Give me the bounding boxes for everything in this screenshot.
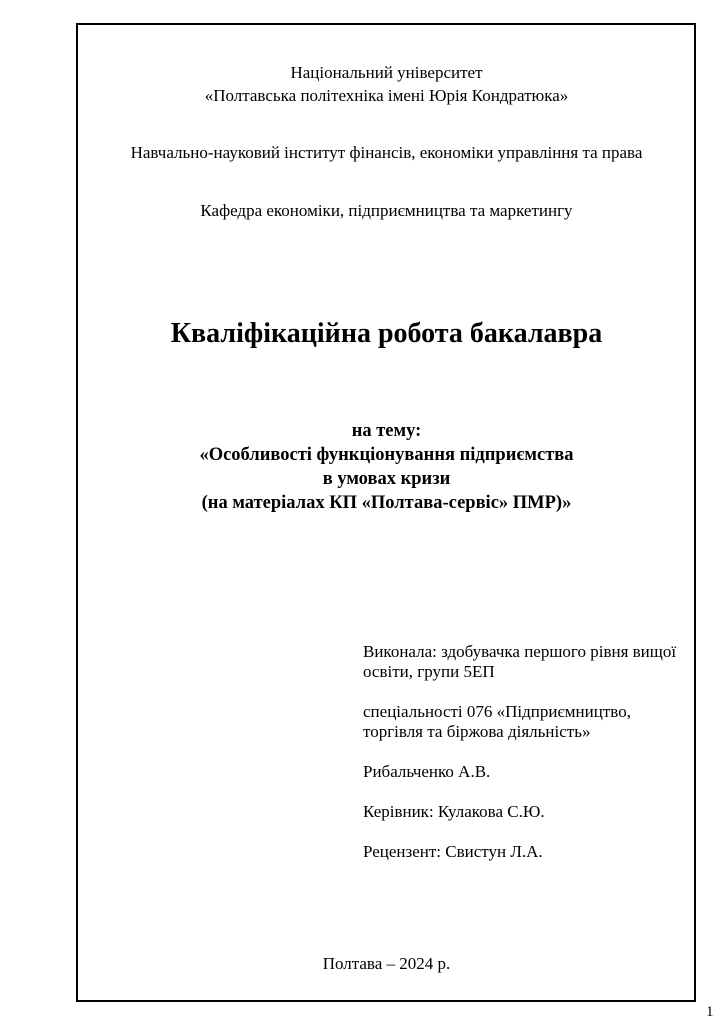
- reviewer-line: Рецензент: Свистун Л.А.: [363, 842, 543, 861]
- author-name: Рибальченко А.В.: [363, 762, 491, 781]
- credits-block: [363, 642, 688, 882]
- topic-line-3: (на матеріалах КП «Полтава-сервіс» ПМР)»: [201, 493, 572, 513]
- executor-line-1: Виконала: здобувачка першого рівня вищої: [363, 642, 677, 661]
- footer-city-year: Полтава – 2024 р.: [322, 954, 451, 973]
- university-line-2: «Полтавська політехніка імені Юрія Кондратюка»: [204, 86, 569, 105]
- department-name: Кафедра економіки, підприємництва та маркетингу: [200, 201, 573, 220]
- executor-paragraph: [363, 642, 688, 682]
- topic-label: на тему:: [351, 421, 422, 441]
- topic-block: [86, 419, 687, 515]
- specialty-line-1: спеціальності 076 «Підприємництво,: [363, 702, 631, 721]
- university-name: [86, 61, 687, 107]
- specialty-line-2: торгівля та біржова діяльність»: [363, 722, 591, 741]
- specialty-paragraph: [363, 702, 688, 742]
- university-line-1: Національний університет: [290, 63, 483, 82]
- institute-name: Навчально-науковий інститут фінансів, економіки управління та права: [130, 143, 643, 162]
- supervisor-line: Керівник: Кулакова С.Ю.: [363, 802, 545, 821]
- work-type-title: Кваліфікаційна робота бакалавра: [170, 318, 603, 349]
- executor-line-2: освіти, групи 5ЕП: [363, 662, 495, 681]
- topic-line-1: «Особливості функціонування підприємства: [199, 445, 574, 465]
- page-number: 1: [706, 1004, 714, 1020]
- topic-line-2: в умовах кризи: [322, 469, 451, 489]
